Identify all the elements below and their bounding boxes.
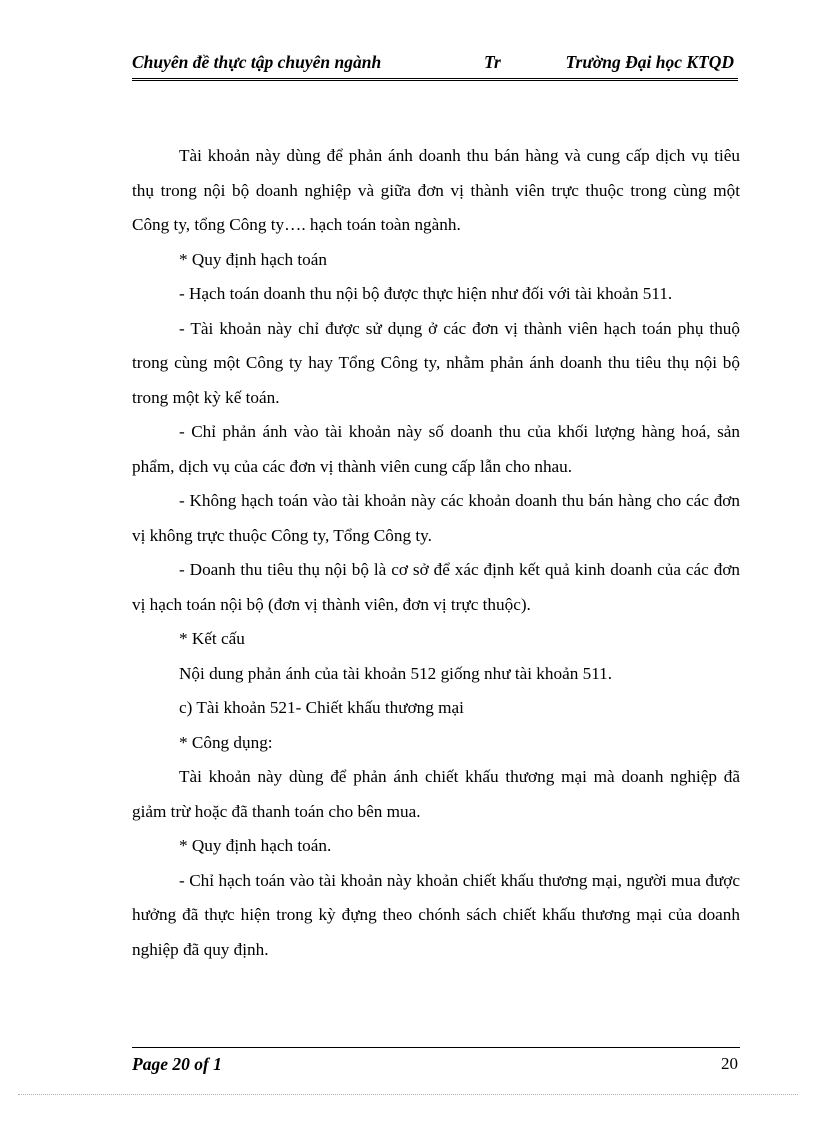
paragraph: - Hạch toán doanh thu nội bộ được thực hiện như đối với tài khoản 511. [179,284,673,303]
paragraph: - Chỉ phản ánh vào tài khoản này số doanh thu của khối lượng hàng hoá, sản phẩm, dịch vụ của các đơn vị thành viên cung cấp lẫn cho nhau. [132,422,740,476]
header-university-name: Trường Đại học KTQD [565,52,734,72]
paragraph: * Kết cấu [179,629,245,648]
paragraph: * Công dụng: [179,732,273,752]
page-footer [132,1047,740,1078]
footer-page-number: 20 [721,1054,738,1073]
paragraph: Tài khoản này dùng để phản ánh doanh thu bán hàng và cung cấp dịch vụ tiêu thụ trong nội bộ doanh nghiệp và giữa đơn vị thành viên trực thuộc trong cùng một Công ty, tổng Công ty…. hạch toán toàn ngành. [132,146,740,234]
paragraph: - Doanh thu tiêu thụ nội bộ là cơ sở để xác định kết quả kinh doanh của các đơn vị hạch toán nội bộ (đơn vị thành viên, đơn vị trực thuộc). [132,560,740,614]
page-header [132,52,738,81]
paragraph: - Chỉ hạch toán vào tài khoản này khoản chiết khấu thương mại, người mua được hưởng đã thực hiện trong kỳ đựng theo chónh sách chiết khấu thương mại của doanh nghiệp đã quy định. [132,870,740,959]
paragraph: Tài khoản này dùng để phản ánh chiết khấu thương mại mà doanh nghiệp đã giảm trừ hoặc đã thanh toán cho bên mua. [132,767,740,821]
document-body [132,139,740,967]
paragraph: - Tài khoản này chỉ được sử dụng ở các đơn vị thành viên hạch toán phụ thuộ trong cùng một Công ty hay Tổng Công ty, nhằm phản ánh doanh thu tiêu thụ nội bộ trong một kỳ kế toán. [132,318,740,407]
paragraph: - Không hạch toán vào tài khoản này các khoản doanh thu bán hàng cho các đơn vị không trực thuộc Công ty, Tổng Công ty. [132,491,740,545]
paragraph: Nội dung phản ánh của tài khoản 512 giống như tài khoản 511. [179,663,613,683]
paragraph: c) Tài khoản 521- Chiết khấu thương mại [179,698,464,717]
paragraph: * Quy định hạch toán [179,249,327,269]
header-middle-text: Tr [484,52,501,72]
footer-page-label: Page 20 of 1 [132,1054,222,1074]
page-bottom-divider [18,1094,798,1095]
header-left-title: Chuyên đề thực tập chuyên ngành [132,52,382,72]
paragraph: * Quy định hạch toán. [179,836,332,855]
